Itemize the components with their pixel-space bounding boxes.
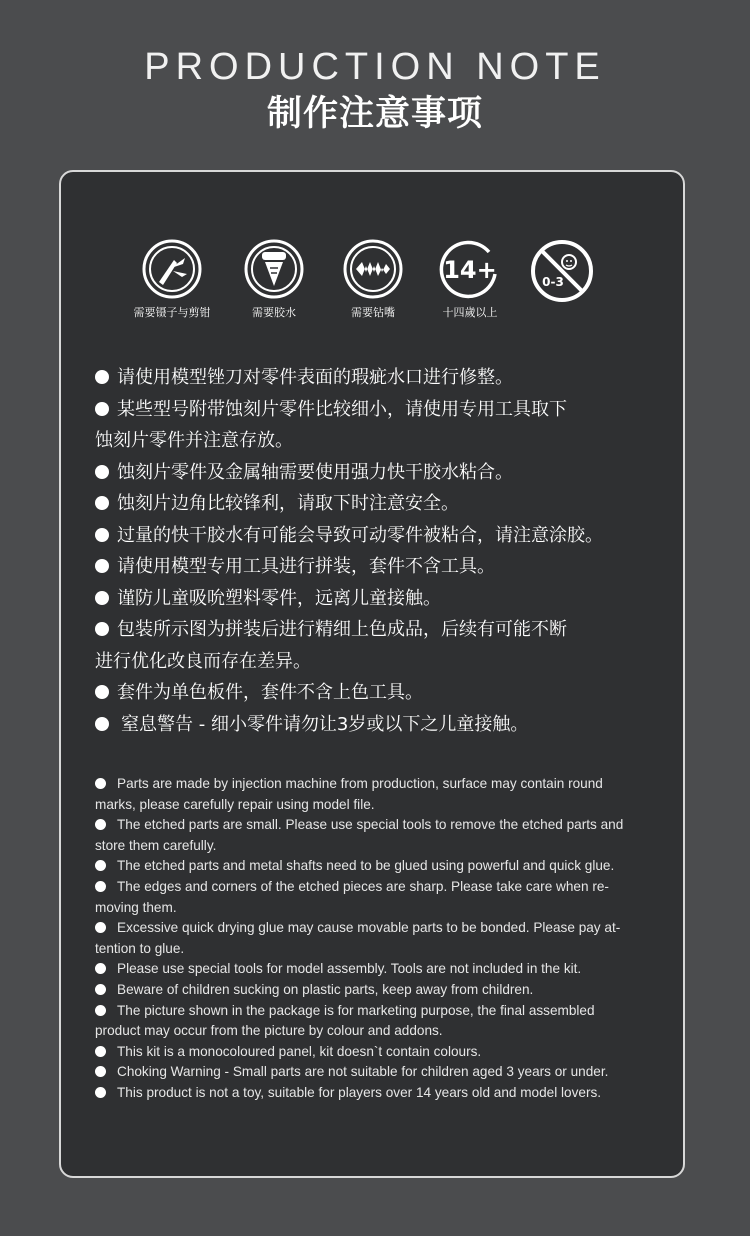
bullet xyxy=(95,1087,106,1098)
glue-icon xyxy=(243,238,305,300)
page-title-cn: 制作注意事项 xyxy=(266,94,483,134)
list-item: 请使用模型锉刀对零件表面的瑕疵水口进行修整。 xyxy=(95,362,665,394)
list-item: 套件为单色板件，套件不含上色工具。 xyxy=(95,677,665,709)
bullet xyxy=(95,591,109,605)
list-item: 蚀刻片零件及金属轴需要使用强力快干胶水粘合。 xyxy=(95,457,665,489)
drill-icon xyxy=(342,238,404,300)
list-item: Parts are made by injection machine from production, surface may contain round xyxy=(95,774,655,795)
list-item: This kit is a monocoloured panel, kit doesn`t contain colours. xyxy=(95,1042,655,1063)
tweezers-pliers-icon xyxy=(141,238,203,300)
list-item: 某些型号附带蚀刻片零件比较细小，请使用专用工具取下 xyxy=(95,394,665,426)
list-item-continuation: 蚀刻片零件并注意存放。 xyxy=(95,430,293,451)
age-14-plus-icon xyxy=(439,238,501,300)
bullet xyxy=(95,1066,106,1077)
bullet xyxy=(95,622,109,636)
icon-age-14-plus xyxy=(425,238,515,320)
bullet xyxy=(95,717,109,731)
list-item: Beware of children sucking on plastic parts, keep away from children. xyxy=(95,980,655,1001)
bullet xyxy=(95,1005,106,1016)
age-badge-text: 14+ xyxy=(443,256,497,284)
bullet xyxy=(95,922,106,933)
no-under-3-icon xyxy=(529,238,595,304)
age-restriction-text: 0-3 xyxy=(542,275,564,289)
list-item: 蚀刻片边角比较锋利，请取下时注意安全。 xyxy=(95,488,665,520)
list-item: 谨防儿童吸吮塑料零件，远离儿童接触。 xyxy=(95,583,665,615)
list-item: This product is not a toy, suitable for players over 14 years old and model lovers. xyxy=(95,1083,655,1104)
icon-tweezers-pliers xyxy=(127,238,217,320)
bullet xyxy=(95,963,106,974)
list-item-continuation: product may occur from the picture by colour and addons. xyxy=(95,1023,443,1039)
list-item: The etched parts are small. Please use special tools to remove the etched parts and xyxy=(95,815,655,836)
list-item: 过量的快干胶水有可能会导致可动零件被粘合，请注意涂胶。 xyxy=(95,520,665,552)
bullet xyxy=(95,881,106,892)
bullet xyxy=(95,370,109,384)
bullet xyxy=(95,778,106,789)
list-item-continuation: store them carefully. xyxy=(95,837,217,853)
page-title-en: PRODUCTION NOTE xyxy=(144,46,606,88)
icon-label: 需要镊子与剪钳 xyxy=(133,306,211,319)
list-item: 包装所示图为拼装后进行精细上色成品，后续有可能不断 xyxy=(95,614,665,646)
list-item-continuation: marks, please carefully repair using model file. xyxy=(95,796,375,812)
list-item: Choking Warning - Small parts are not suitable for children aged 3 years or under. xyxy=(95,1062,655,1083)
list-item: Please use special tools for model assembly. Tools are not included in the kit. xyxy=(95,959,655,980)
bullet xyxy=(95,496,109,510)
list-item-continuation: tention to glue. xyxy=(95,940,185,956)
icon-glue xyxy=(229,238,319,320)
list-item-continuation: moving them. xyxy=(95,899,177,915)
list-item: The etched parts and metal shafts need to be glued using powerful and quick glue. xyxy=(95,856,655,877)
list-item: The edges and corners of the etched pieces are sharp. Please take care when re- xyxy=(95,877,655,898)
list-item: 请使用模型专用工具进行拼装，套件不含工具。 xyxy=(95,551,665,583)
bullet xyxy=(95,984,106,995)
bullet xyxy=(95,685,109,699)
list-item: Excessive quick drying glue may cause movable parts to be bonded. Please pay at- xyxy=(95,918,655,939)
icon-no-under-3 xyxy=(517,238,607,308)
list-item-continuation: 进行优化改良而存在差异。 xyxy=(95,650,311,672)
icon-drill xyxy=(328,238,418,320)
list-item: The picture shown in the package is for marketing purpose, the final assembled xyxy=(95,1001,655,1022)
bullet xyxy=(95,528,109,542)
list-item: 窒息警告 - 细小零件请勿让3岁或以下之儿童接触。 xyxy=(95,709,665,741)
icon-label: 十四歲以上 xyxy=(442,306,498,319)
bullet xyxy=(95,559,109,573)
bullet xyxy=(95,465,109,479)
icon-label: 需要胶水 xyxy=(252,306,296,319)
bullet xyxy=(95,860,106,871)
bullet xyxy=(95,402,109,416)
bullet xyxy=(95,1046,106,1057)
icon-label: 需要钻嘴 xyxy=(351,306,395,319)
notes-list-cn xyxy=(95,362,665,740)
notes-list-en xyxy=(95,774,655,1104)
bullet xyxy=(95,819,106,830)
